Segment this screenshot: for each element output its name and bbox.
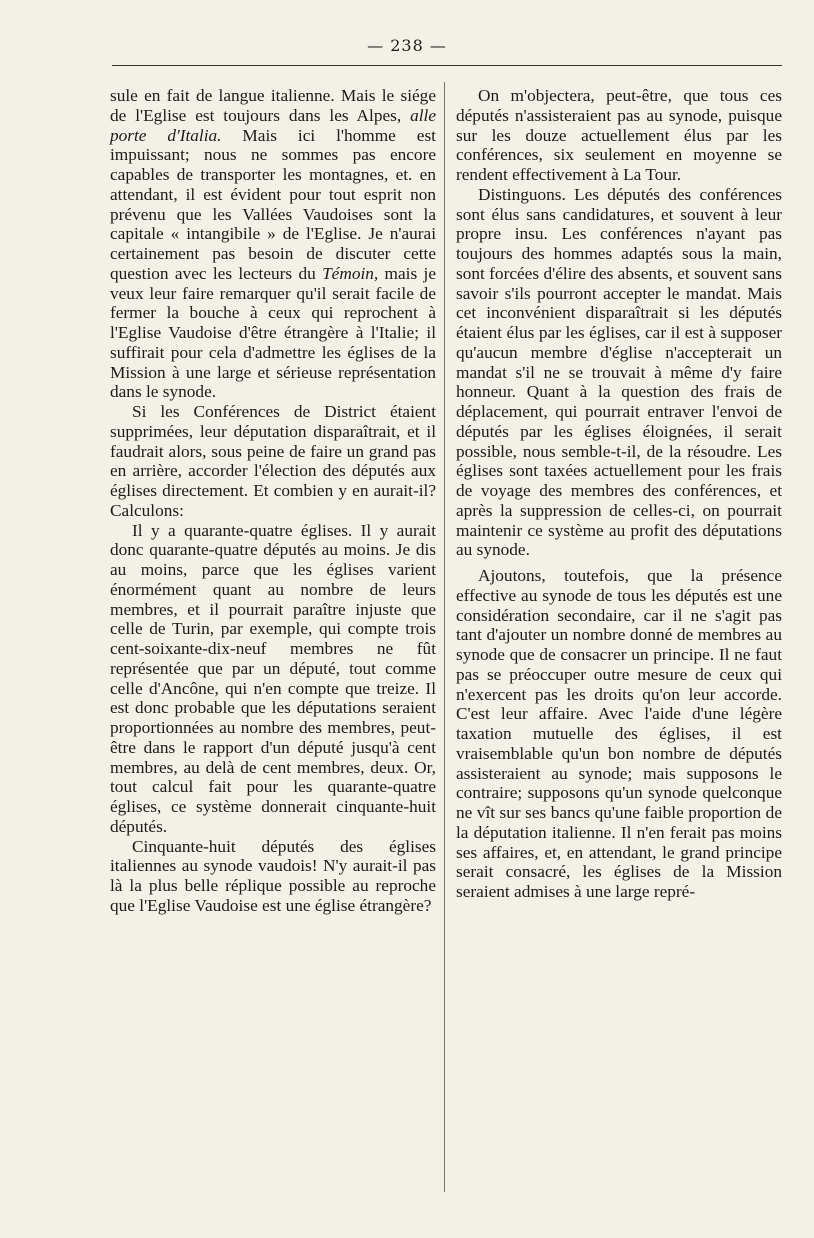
italic-phrase: alle porte d'Italia. bbox=[110, 105, 436, 145]
text-segment: mais je veux leur faire remarquer qu'il serait facile de fermer la bouche à ceux qui reprochent à l'Eglise Vaudoise d'être étrangère à l'Italie; il suffirait pour cela d'admettre les églises de la Mission à une large et sérieuse représentation dans le synode. bbox=[110, 263, 436, 402]
right-column bbox=[456, 86, 782, 902]
paragraph: Cinquante-huit députés des églises italiennes au synode vaudois! N'y aurait-il pas là la plus belle réplique possible au reproche que l'Eglise Vaudoise est une église étrangère? bbox=[110, 836, 436, 915]
paragraph: Distinguons. Les députés des conférences sont élus sans candidatures, et souvent à leur propre insu. Les conférences n'ayant pas toujours des hommes adaptés sous la main, sont forcées d'élire des absents, et souvent sans savoir s'ils pourront accepter le mandat. Mais cet inconvénient disparaîtrait si les députés étaient élus par les églises, car il est à supposer qu'aucun membre d'église n'accepterait un mandat s'il ne se trouvait à même d'y faire honneur. Quant à la question des frais de déplacement, qui pourrait entraver l'envoi de députés par les églises éloignées, il serait possible, nous semble-t-il, de la résoudre. Les églises sont taxées actuellement pour les frais de voyage des membres des conférences, et après la suppression de celles-ci, on pourrait maintenir ce système au profit des députations au synode. bbox=[456, 184, 782, 560]
column-divider bbox=[444, 82, 445, 1192]
paragraph: Il y a quarante-quatre églises. Il y aurait donc quarante-quatre députés au moins. Je dis au moins, parce que les églises varient énormément quant au nombre de leurs membres, et il pourrait paraître injuste que celle de Turin, par exemple, qui compte trois cent-soixante-dix-neuf membres ne fût représentée que par un député, tout comme celle d'Ancône, qui n'en compte que treize. Il est donc probable que les députations seraient proportionnées au nombre des membres, peut-être dans le rapport d'un député jusqu'à cent membres, au delà de cent membres, deux. Or, tout calcul fait pour les quarante-quatre églises, ce système donnerait cinquante-huit députés. bbox=[110, 520, 436, 836]
paragraph bbox=[110, 86, 436, 402]
text-segment: sule en fait de langue italienne. Mais le siége de l'Eglise est toujours dans les Alpes, bbox=[110, 86, 436, 125]
paragraph: Si les Conférences de District étaient supprimées, leur députation disparaîtrait, et il faudrait alors, sous peine de faire un grand pas en arrière, accorder l'élection des députés aux églises directement. Et combien y en aurait-il? Calculons: bbox=[110, 402, 436, 520]
paragraph: Ajoutons, toutefois, que la présence effective au synode de tous les députés est une considération secondaire, car il ne s'agit pas tant d'ajouter un nombre donné de membres au synode que de consacrer un principe. Il ne faut pas se préoccuper outre mesure de ceux qui n'exercent pas les droits qu'on leur accorde. C'est leur affaire. Avec l'aide d'une légère taxation mutuelle des églises, il est vraisemblable qu'un bon nombre de députés assisteraient au synode; mais supposons le contraire; supposons qu'un synode quelconque ne vît sur ses bancs qu'une faible proportion de la députation italienne. Il n'en ferait pas moins ses affaires, et, en attendant, le grand principe serait consacré, les églises de la Mission seraient admises à une large repré- bbox=[456, 566, 782, 901]
paragraph: On m'objectera, peut-être, que tous ces députés n'assisteraient pas au synode, puisque sur les douze actuellement élus par les conférences, six seulement en moyenne se rendent effectivement à La Tour. bbox=[456, 86, 782, 184]
text-segment: Mais ici l'homme est impuissant; nous ne sommes pas encore capables de transporter les montagnes, et. en attendant, il est évident pour tout esprit non prévenu que les Vallées Vaudoises sont la capitale « intangibile » de l'Eglise. Je n'aurai certainement pas besoin de discuter cette question avec les lecteurs du bbox=[110, 125, 436, 283]
page-number: — 238 — bbox=[367, 36, 447, 55]
header-rule bbox=[112, 65, 782, 66]
left-column bbox=[110, 86, 436, 916]
italic-phrase: Témoin, bbox=[322, 263, 379, 283]
